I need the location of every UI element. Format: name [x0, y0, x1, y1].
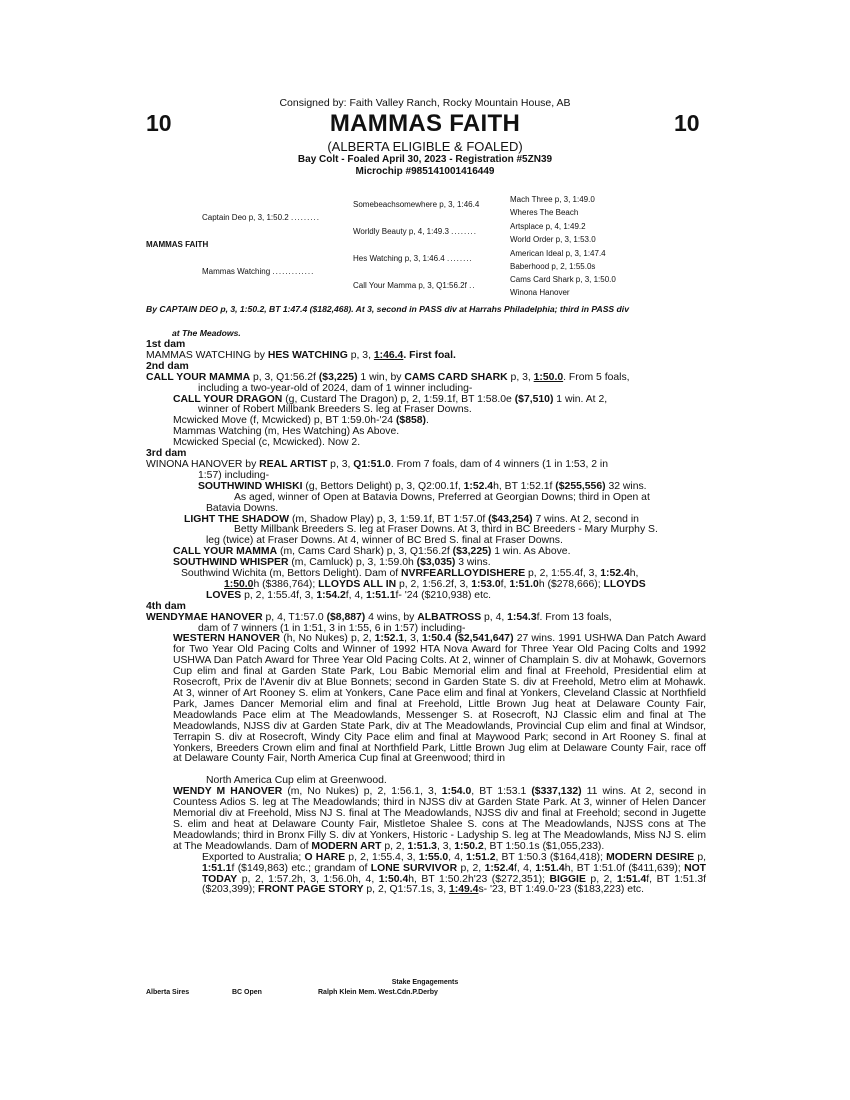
- produce-mcwicked-move: Mcwicked Move (f, Mcwicked) p, BT 1:59.0h-'24 ($858).: [173, 415, 429, 427]
- second-dam-entry: CALL YOUR MAMMA p, 3, Q1:56.2f ($3,225) 1 win, by CAMS CARD SHARK p, 3, 1:50.0. From 5 foals,: [146, 371, 630, 383]
- consignor-line: Consigned by: Faith Valley Ranch, Rocky Mountain House, AB: [279, 97, 571, 109]
- pedigree-dss: American Ideal p, 3, 1:47.4: [510, 249, 606, 258]
- horse-description: [0, 154, 850, 178]
- produce-southwind-whiski-cont2: Batavia Downs.: [206, 502, 279, 514]
- produce-southwind-whiski-cont: As aged, winner of Open at Batavia Downs, Preferred at Georgian Downs; third in Open at: [234, 491, 650, 503]
- second-dam-heading: 2nd dam: [146, 360, 189, 372]
- produce-southwind-whisper: SOUTHWIND WHISPER (m, Camluck) p, 3, 1:59.0h ($3,035) 3 wins.: [173, 557, 491, 569]
- pedigree-ddd: Winona Hanover: [510, 288, 570, 297]
- produce-western-hanover-cont: North America Cup elim at Greenwood.: [206, 775, 387, 787]
- produce-light-the-shadow-cont: Betty Millbank Breeders S. leg at Fraser Downs. At 3, third in BC Breeders - Mary Murphy S.: [234, 524, 658, 536]
- produce-southwind-wichita-cont2: LOVES p, 2, 1:55.4f, 3, 1:54.2f, 4, 1:51.1f- '24 ($210,938) etc.: [206, 589, 492, 601]
- catalogue-page-body: [146, 340, 706, 896]
- eligibility: (ALBERTA ELIGIBLE & FOALED): [327, 139, 523, 154]
- produce-mammas-watching: Mammas Watching (m, Hes Watching) As Above.: [173, 426, 400, 438]
- pedigree-sire-sire: Somebeachsomewhere p, 3, 1:46.4: [353, 200, 480, 209]
- pedigree-dsd: Baberhood p, 2, 1:55.0s: [510, 262, 596, 271]
- third-dam-heading: 3rd dam: [146, 448, 187, 460]
- stake-alberta-sires: Alberta Sires: [146, 989, 190, 996]
- sire-summary: [146, 296, 706, 346]
- produce-call-your-dragon: CALL YOUR DRAGON (g, Custard The Dragon) p, 2, 1:59.1f, BT 1:58.0e ($7,510) 1 win. At 2,: [173, 393, 608, 405]
- wendy-m-hanover-produce: Exported to Australia; O HARE p, 2, 1:55.4, 3, 1:55.0, 4, 1:51.2, BT 1:50.3 ($164,418); MODERN DESIRE p, 1:51.1f ($149,863) etc.; grandam of LONE SURVIVOR p, 2, 1:52.4f, 4, 1:51.4h, BT 1:51.0f ($411,639); NOT TODAY p, 2, 1:57.2h, 3, 1:56.0h, 4, 1:50.4h, BT 1:50.2h'23 ($272,351); BIGGIE p, 2, 1:51.4f, BT 1:51.3f ($203,399); FRONT PAGE STORY p, 2, Q1:57.1s, 3, 1:49.4s- '23, BT 1:49.0-'23 ($183,223) etc.: [202, 851, 707, 896]
- pedigree-sire: Captain Deo p, 3, 1:50.2 .........: [202, 213, 320, 222]
- fourth-dam-entry-cont: dam of 7 winners (1 in 1:51, 3 in 1:55, 6 in 1:57) including-: [198, 622, 466, 634]
- produce-wendy-m-hanover: WENDY M HANOVER (m, No Nukes) p, 2, 1:56.1, 3, 1:54.0, BT 1:53.1 ($337,132) 11 wins. At 2, second in Countess Adios S. leg at The Meadowlands; third in NJSS div at Garden State Park. At 3, winner of Helen Dancer Memorial div at Freehold, Miss NJ S. final at The Meadowlands, NJSS div and final at Freehold; second in Jugette S. elim and heat at Delaware County Fair, Mistletoe Shalee S. cons at The Meadowlands, NJSS cons at The Meadowlands; third in Bronx Filly S. div at Yonkers, Historic - Ladyship S. leg at The Meadowlands, Miss NJ S. elim at The Meadowlands. Dam of MODERN ART p, 2, 1:51.3, 3, 1:50.2, BT 1:50.1s ($1,055,233).: [173, 786, 706, 852]
- pedigree-ssd: Wheres The Beach: [510, 208, 579, 217]
- produce-call-your-mamma: CALL YOUR MAMMA (m, Cams Card Shark) p, 3, Q1:56.2f ($3,225) 1 win. As Above.: [173, 546, 571, 558]
- produce-southwind-whiski: SOUTHWIND WHISKI (g, Bettors Delight) p, 3, Q2:00.1f, 1:52.4h, BT 1:52.1f ($255,556) 32 wins.: [198, 480, 647, 492]
- sire-summary-line2: at The Meadows.: [172, 328, 241, 338]
- pedigree-sdd: World Order p, 3, 1:53.0: [510, 235, 596, 244]
- pedigree-dam-dam: Call Your Mamma p, 3, Q1:56.2f ..: [353, 281, 476, 290]
- stake-bc-open: BC Open: [232, 989, 262, 996]
- fourth-dam-entry: WENDYMAE HANOVER p, 4, T1:57.0 ($8,887) 4 wins, by ALBATROSS p, 4, 1:54.3f. From 13 foals,: [146, 611, 612, 623]
- pedigree-sire-dam: Worldly Beauty p, 4, 1:49.3 ........: [353, 227, 477, 236]
- pedigree-sss: Mach Three p, 3, 1:49.0: [510, 195, 595, 204]
- produce-western-hanover: WESTERN HANOVER (h, No Nukes) p, 2, 1:52.1, 3, 1:50.4 ($2,541,647) 27 wins. 1991 USHWA Dan Patch Award for Two Year Old Pacing Colts and Winner of 1992 HTA Nova Award for Three Year Old Pacing Colts and 1992 USHWA Dan Patch Award for Three Year Old Pacing Colts. At 2, winner of Champlain S. div at Mohawk, Governors Cup elim and final at Garden State Park, Lou Babic Memorial elim and final at Freehold, Presidential elim at Rosecroft, Prix de l'Avenir div at Blue Bonnets; second in Garden State S. div at Freehold, Metro elim at Mohawk. At 3, winner of Art Rooney S. elim at Yonkers, Cane Pace elim and final at Yonkers, Cleveland Classic at Northfield Park, James Dancer Memorial elim and final at Freehold, Little Brown Jug heat at Delaware County Fair, Meadowlands Pace elim at The Meadowlands, Messenger S. at Rosecroft, NJ Classic elim and final at The Meadowlands, NJSS div at Garden State Park, div at The Meadowlands, Provincial Cup elim and final at Windsor, Terrapin S. div at Rosecroft, Windy City Pace elim and final at Maywood Park; second in Art Rooney S. final at Yonkers, Breeders Crown elim and final at Northfield Park, Little Brown Jug elim at Delaware County Fair, race off at Delaware County Fair, North America Cup final at Greenwood; third in: [173, 633, 706, 765]
- horse-name: MAMMAS FAITH: [329, 110, 521, 137]
- stake-engagements-title: Stake Engagements: [391, 979, 459, 986]
- produce-mcwicked-special: Mcwicked Special (c, Mcwicked). Now 2.: [173, 437, 361, 449]
- pedigree-dds: Cams Card Shark p, 3, 1:50.0: [510, 275, 616, 284]
- pedigree-dam: Mammas Watching .............: [202, 267, 315, 276]
- second-dam-entry-cont: including a two-year-old of 2024, dam of 1 winner including-: [198, 382, 473, 394]
- stake-ralph-klein: Ralph Klein Mem. West.Cdn.P.Derby: [318, 989, 438, 996]
- produce-call-your-dragon-cont: winner of Robert Millbank Breeders S. leg at Fraser Downs.: [198, 404, 472, 416]
- sire-summary-line1: By CAPTAIN DEO p, 3, 1:50.2, BT 1:47.4 ($182,468). At 3, second in PASS div at Harrahs Philadelphia; third in PASS div: [146, 304, 629, 314]
- pedigree-subject: MAMMAS FAITH: [146, 240, 209, 249]
- third-dam-entry: WINONA HANOVER by REAL ARTIST p, 3, Q1:51.0. From 7 foals, dam of 4 winners (1 in 1:53, 2 in: [146, 458, 608, 470]
- hip-number-left: 10: [146, 110, 172, 136]
- microchip: Microchip #985141001416449: [355, 166, 495, 177]
- fourth-dam-heading: 4th dam: [146, 600, 186, 612]
- produce-light-the-shadow-cont2: leg (twice) at Fraser Downs. At 4, winner of BC Bred S. final at Fraser Downs.: [206, 535, 563, 547]
- pedigree-sds: Artsplace p, 4, 1:49.2: [510, 222, 586, 231]
- produce-southwind-wichita-cont: 1:50.0h ($386,764); LLOYDS ALL IN p, 2, 1:56.2f, 3, 1:53.0f, 1:51.0h ($278,666); LLOYDS: [224, 578, 646, 590]
- hip-number-right: 10: [674, 110, 700, 136]
- foaling-info: Bay Colt - Foaled April 30, 2023 - Registration #5ZN39: [297, 154, 553, 165]
- first-dam-entry: MAMMAS WATCHING by HES WATCHING p, 3, 1:46.4. First foal.: [146, 349, 456, 361]
- first-dam-heading: 1st dam: [146, 339, 186, 350]
- pedigree-dam-sire: Hes Watching p, 3, 1:46.4 ........: [353, 254, 473, 263]
- produce-southwind-wichita: Southwind Wichita (m, Bettors Delight). Dam of NVRFEARLLOYDISHERE p, 2, 1:55.4f, 3, 1:52.4h,: [181, 568, 639, 580]
- produce-light-the-shadow: LIGHT THE SHADOW (m, Shadow Play) p, 3, 1:59.1f, BT 1:57.0f ($43,254) 7 wins. At 2, second in: [184, 513, 639, 525]
- third-dam-entry-cont: 1:57) including-: [198, 469, 270, 481]
